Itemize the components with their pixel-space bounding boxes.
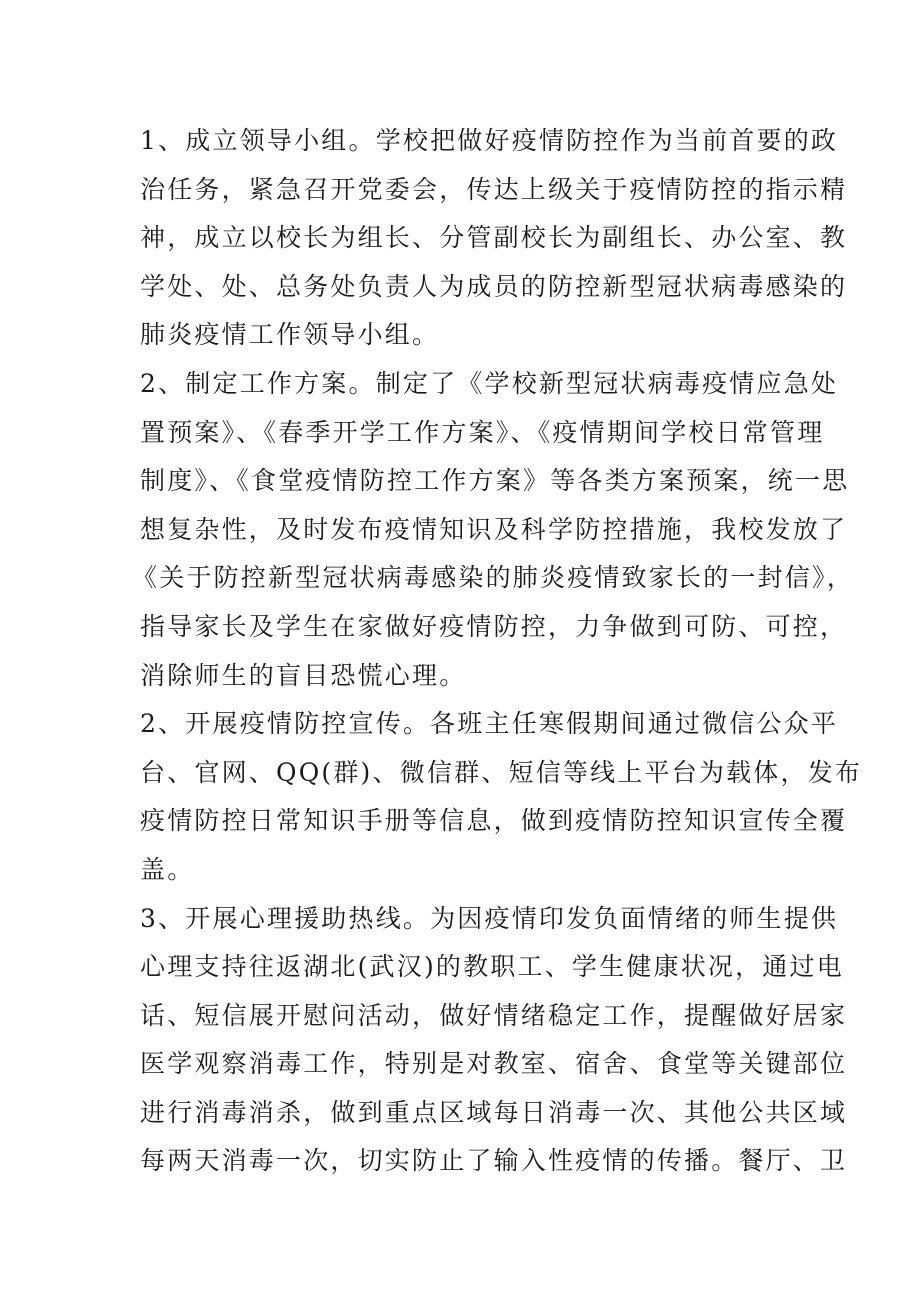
text-line: 每两天消毒一次，切实防止了输入性疫情的传播。餐厅、卫 — [140, 1146, 848, 1176]
text-line: 指导家长及学生在家做好疫情防控，力争做到可防、可控， — [140, 611, 848, 641]
text-line: 进行消毒消杀，做到重点区域每日消毒一次、其他公共区域 — [140, 1097, 848, 1127]
paragraph-psychological-hotline — [140, 895, 848, 1187]
text-line: 医学观察消毒工作，特别是对教室、宿舍、食堂等关键部位 — [140, 1049, 848, 1079]
text-line: 学处、处、总务处负责人为成员的防控新型冠状病毒感染的 — [140, 271, 848, 301]
text-line: 2、制定工作方案。制定了《学校新型冠状病毒疫情应急处 — [140, 368, 839, 398]
text-line: 3、开展心理援助热线。为因疫情印发负面情绪的师生提供 — [140, 903, 839, 933]
text-line: 1、成立领导小组。学校把做好疫情防控作为当前首要的政 — [140, 126, 839, 155]
paragraph-leadership-group — [140, 117, 848, 360]
text-line: 2、开展疫情防控宣传。各班主任寒假期间通过微信公众平 — [140, 709, 839, 739]
text-line: 台、官网、QQ(群)、微信群、短信等线上平台为载体，发布 — [140, 757, 863, 787]
text-line: 治任务，紧急召开党委会，传达上级关于疫情防控的指示精 — [140, 174, 848, 204]
text-line: 《关于防控新型冠状病毒感染的肺炎疫情致家长的一封信》， — [132, 563, 854, 593]
text-line: 盖。 — [140, 854, 195, 884]
text-line: 制度》、《食堂疫情防控工作方案》等各类方案预案，统一思 — [140, 466, 850, 496]
paragraph-work-plan — [132, 360, 854, 700]
text-line: 置预案》、《春季开学工作方案》、《疫情期间学校日常管理 — [140, 417, 825, 447]
text-line: 消除师生的盲目恐慌心理。 — [140, 660, 467, 690]
text-line: 疫情防控日常知识手册等信息，做到疫情防控知识宣传全覆 — [140, 806, 848, 836]
text-line: 神，成立以校长为组长、分管副校长为副组长、办公室、教 — [140, 223, 848, 253]
document-body — [132, 117, 863, 1186]
paragraph-publicity — [140, 700, 863, 894]
text-line: 想复杂性，及时发布疫情知识及科学防控措施，我校发放了 — [140, 514, 848, 544]
text-line: 心理支持往返湖北(武汉)的教职工、学生健康状况，通过电 — [140, 952, 844, 982]
text-line: 肺炎疫情工作领导小组。 — [140, 320, 440, 350]
text-line: 话、短信展开慰问活动，做好情绪稳定工作，提醒做好居家 — [140, 1000, 848, 1030]
